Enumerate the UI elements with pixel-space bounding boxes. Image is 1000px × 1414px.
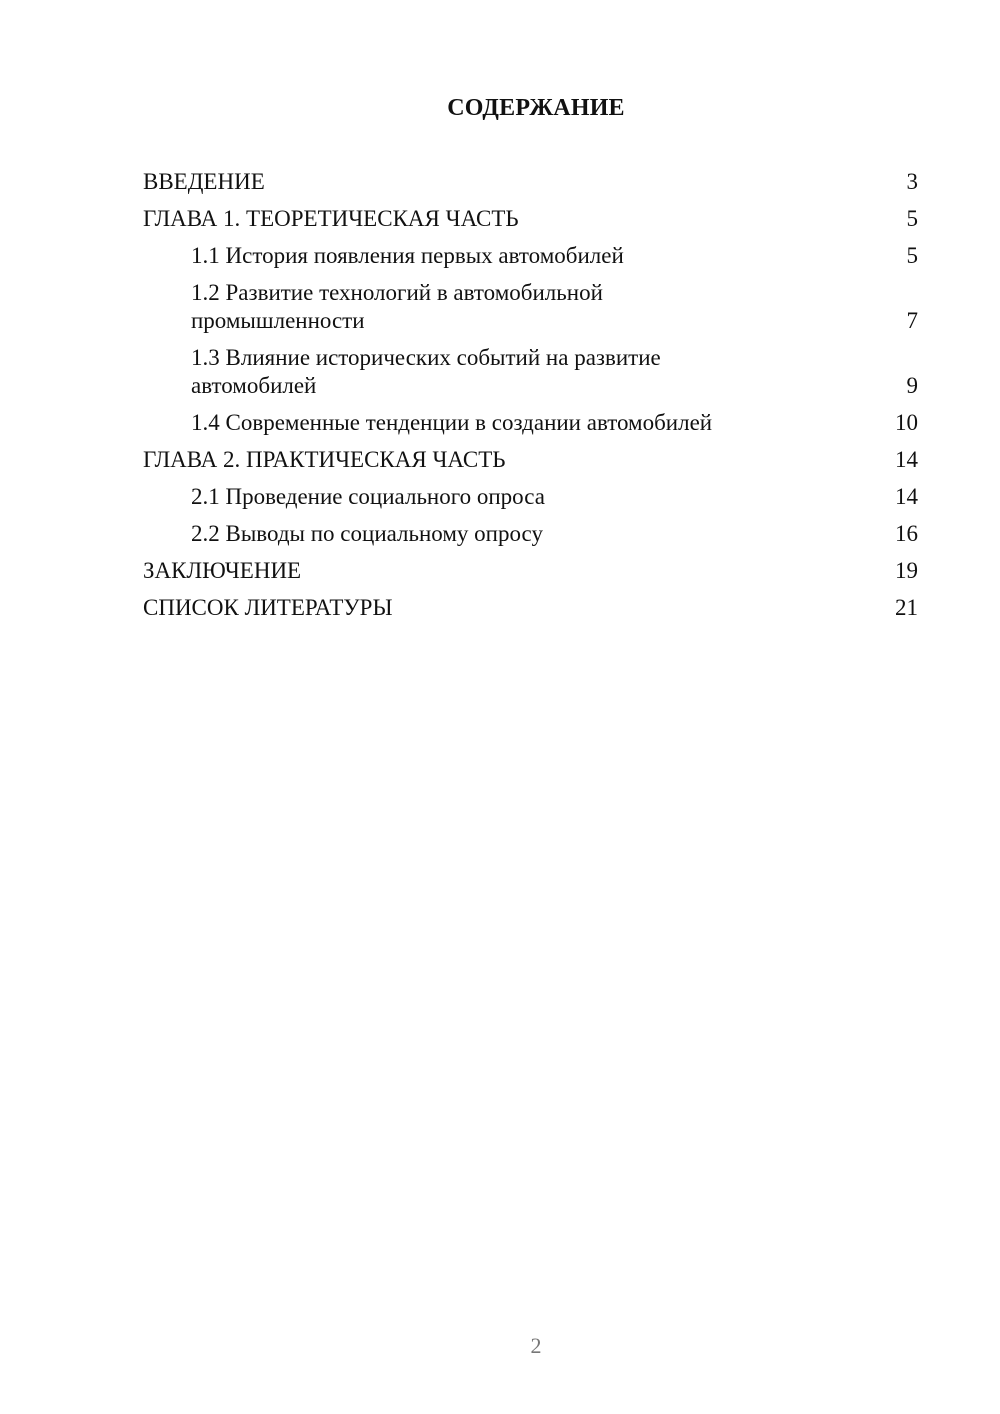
toc-entry-page: 19	[895, 558, 918, 583]
toc-entry-chapter-2[interactable]	[143, 446, 918, 474]
toc-entry-section-1-2[interactable]	[143, 279, 918, 335]
toc-entry-label: 1.4 Современные тенденции в создании автомобилей	[191, 410, 713, 435]
toc-entry-page: 9	[906, 373, 918, 398]
toc-entry-page: 14	[895, 447, 918, 472]
toc-entry-label: 1.1 История появления первых автомобилей	[191, 243, 624, 268]
toc-entry-label: ГЛАВА 2. ПРАКТИЧЕСКАЯ ЧАСТЬ	[143, 447, 506, 472]
toc-entry-section-1-1[interactable]	[143, 242, 918, 270]
toc-entry-page: 5	[906, 243, 918, 268]
toc-entry-page: 5	[906, 206, 918, 231]
toc-entry-page: 16	[895, 521, 918, 546]
toc-entry-label: 2.1 Проведение социального опроса	[191, 484, 545, 509]
toc-entry-page: 10	[895, 410, 918, 435]
table-of-contents	[143, 168, 918, 631]
toc-entry-section-2-2[interactable]	[143, 520, 918, 548]
toc-entry-conclusion[interactable]	[143, 557, 918, 585]
toc-entry-introduction[interactable]	[143, 168, 918, 196]
toc-entry-section-1-3[interactable]	[143, 344, 918, 400]
toc-entry-page: 3	[906, 169, 918, 194]
toc-title: СОДЕРЖАНИЕ	[447, 95, 625, 121]
toc-entry-label: ЗАКЛЮЧЕНИЕ	[143, 558, 302, 583]
toc-entry-label: 2.2 Выводы по социальному опросу	[191, 521, 543, 546]
toc-entry-label: ВВЕДЕНИЕ	[143, 169, 265, 194]
toc-entry-label: ГЛАВА 1. ТЕОРЕТИЧЕСКАЯ ЧАСТЬ	[143, 206, 519, 231]
toc-entry-page: 21	[895, 595, 918, 620]
toc-entry-page: 7	[906, 308, 918, 333]
toc-entry-chapter-1[interactable]	[143, 205, 918, 233]
toc-entry-page: 14	[895, 484, 918, 509]
toc-entry-section-1-4[interactable]	[143, 409, 918, 437]
toc-entry-label: 1.3 Влияние исторических событий на развитие автомобилей	[191, 345, 661, 398]
toc-entry-label: СПИСОК ЛИТЕРАТУРЫ	[143, 595, 393, 620]
toc-entry-label: 1.2 Развитие технологий в автомобильной промышленности	[191, 280, 603, 333]
page-number: 2	[530, 1333, 542, 1358]
toc-entry-section-2-1[interactable]	[143, 483, 918, 511]
toc-entry-references[interactable]	[143, 594, 918, 622]
